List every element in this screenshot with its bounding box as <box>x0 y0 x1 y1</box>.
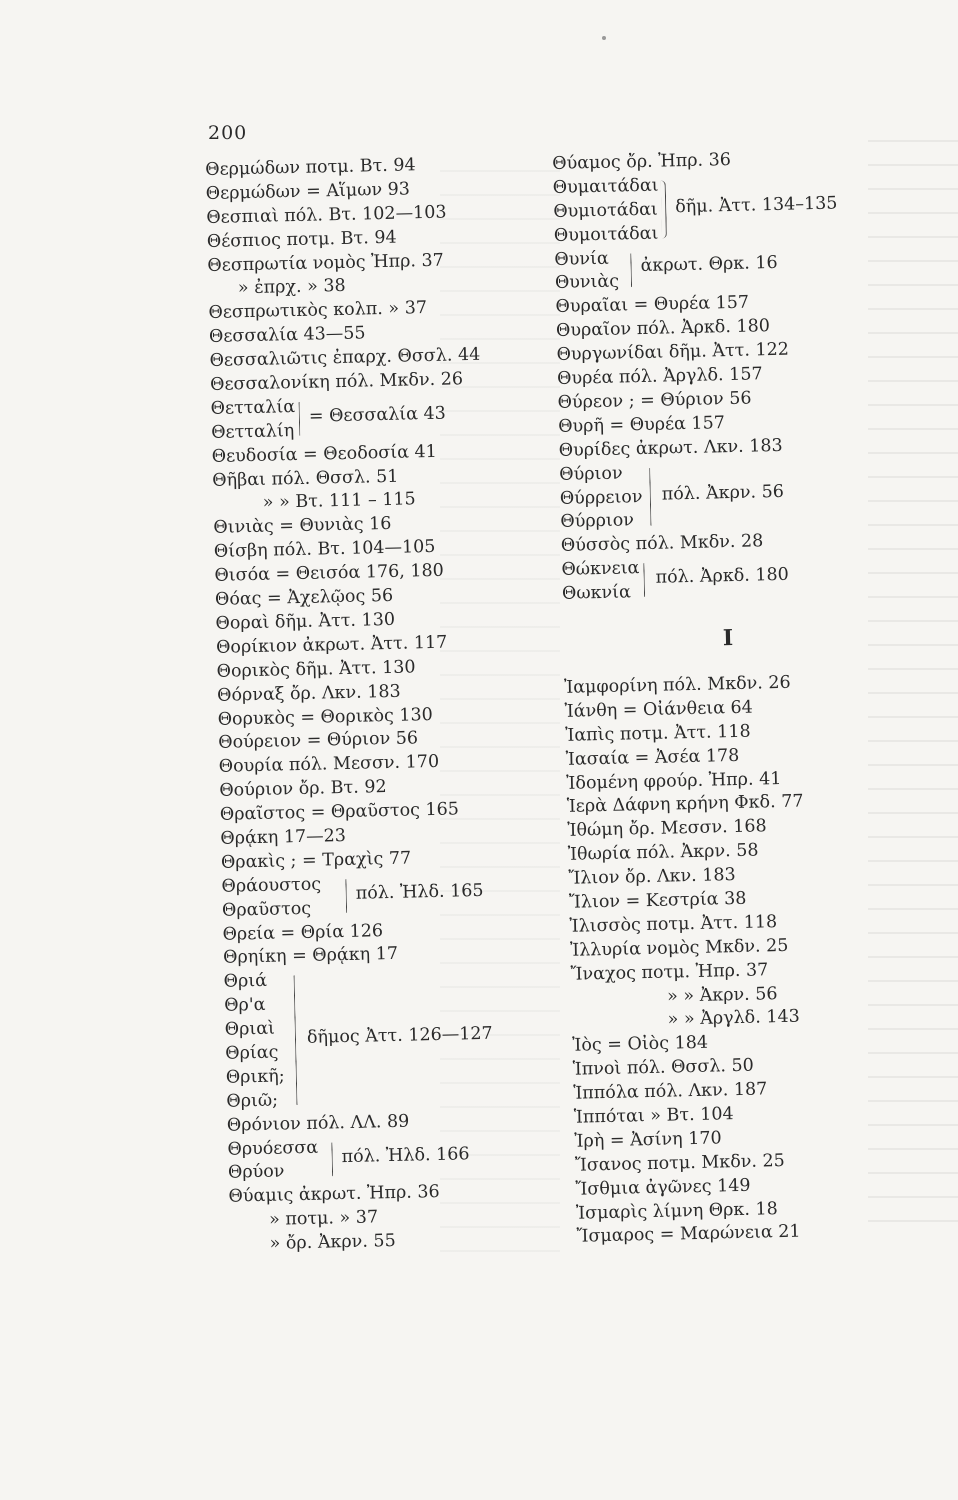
index-entry: Θρίας <box>225 1042 279 1064</box>
index-entry: Θερμώδων ποτμ. Βτ. 94 <box>205 155 416 180</box>
group-thria <box>223 965 497 1114</box>
group-thryoessa <box>227 1132 499 1186</box>
index-entry: » » Ἀκρν. 56 <box>666 983 778 1007</box>
index-entry: Ἰασαία = Ἀσέα 178 <box>565 745 740 770</box>
index-entry: Θρεία = Θρία 126 <box>222 920 384 945</box>
index-entry: Θύρριον <box>560 510 635 533</box>
index-entry: Θεσσαλία 43—55 <box>208 323 366 348</box>
index-entry: Θεσσαλιῶτις ἐπαρχ. Θσσλ. 44 <box>209 344 481 372</box>
index-entry: Θρύον <box>227 1161 285 1184</box>
index-entry: Θυραῖαι = Θυρέα 157 <box>555 292 750 318</box>
index-entry: Ἰάνθη = Οἰάνθεια 64 <box>564 697 754 722</box>
index-column-left <box>205 153 501 1258</box>
index-entry: Θυργωνίδαι δῆμ. Ἀττ. 122 <box>556 339 790 366</box>
index-entry: Θριά <box>223 971 268 993</box>
index-column-right <box>552 146 907 1251</box>
group-reference: = Θεσσαλία 43 <box>308 403 447 427</box>
index-entry: Ἴσανος ποτμ. Μκδν. 25 <box>574 1150 785 1176</box>
index-entry: Θούρειον = Θύριον 56 <box>218 728 419 754</box>
index-entry: Θρικῆ; <box>225 1066 285 1088</box>
index-entry: Θυμαιτάδαι <box>552 175 659 198</box>
index-entry: Θορυκὸς = Θορικὸς 130 <box>217 704 434 730</box>
index-entry: Θύρρειον <box>559 486 643 509</box>
index-entry: Ἴναχος ποτμ. Ἠπρ. 37 <box>570 959 769 985</box>
index-entry: Θύαμις ἀκρωτ. Ἠπρ. 36 <box>228 1182 440 1208</box>
index-entry: Ἴσμαρος = Μαρώνεια 21 <box>576 1222 801 1248</box>
group-reference: πόλ. Ἠλδ. 166 <box>341 1143 470 1167</box>
index-entry: Θυμοιτάδαι <box>553 223 659 246</box>
index-entry: Θουρία πόλ. Μεσσν. 170 <box>218 752 440 778</box>
index-entry: Ἰρὴ = Ἀσίνη 170 <box>574 1128 722 1152</box>
index-entry: Θύρεον ; = Θύριον 56 <box>557 388 752 413</box>
group-reference: δῆμ. Ἀττ. 134–135 <box>675 193 838 218</box>
index-entry: Θρακὶς ; = Τραχὶς 77 <box>220 848 412 873</box>
index-entry: Θύαμος ὄρ. Ἠπρ. 36 <box>552 149 732 174</box>
index-entry: » ἐπρχ. » 38 <box>237 276 346 299</box>
index-entry: Ἰθώμη ὄρ. Μεσσν. 168 <box>567 816 767 842</box>
index-entry: Ἱπνοὶ πόλ. Θσσλ. 50 <box>572 1055 755 1080</box>
index-entry: Ἰαπὶς ποτμ. Ἀττ. 118 <box>564 721 751 746</box>
index-entry: Θευδοσία = Θεοδοσία 41 <box>211 441 437 467</box>
index-entry: Θώκνεια <box>561 558 640 581</box>
index-entry: » ποτμ. » 37 <box>268 1207 379 1231</box>
group-reference: δῆμος Ἀττ. 126—127 <box>306 1024 493 1049</box>
index-entry: Θύσσὸς πόλ. Μκδν. 28 <box>560 531 764 557</box>
index-entry: Θινιὰς = Θυνιὰς 16 <box>213 514 392 539</box>
index-entry: Θυνιὰς <box>554 271 620 294</box>
index-entry: Θριαὶ <box>224 1018 276 1040</box>
group-thokneia <box>561 552 892 607</box>
index-entry: Ἴλιον = Κεστρία 38 <box>568 888 747 913</box>
index-entry: Θεσσαλονίκη πόλ. Μκδν. 26 <box>209 369 464 395</box>
index-entry: Ἱερὰ Δάφνη κρήνη Φκδ. 77 <box>566 791 804 818</box>
index-entry: Θεσπρωτικὸς κολπ. » 37 <box>208 298 428 324</box>
index-entry: Θρᾴκη 17—23 <box>220 825 347 849</box>
ink-speck <box>602 36 606 40</box>
group-reference: πόλ. Ἠλδ. 165 <box>355 880 484 904</box>
index-entry: Θίσβη πόλ. Βτ. 104—105 <box>213 537 436 563</box>
index-entry: Θετταλίη <box>210 420 295 443</box>
index-entry: Θρυόεσσα <box>227 1137 319 1160</box>
index-entry: » » Βτ. 111 – 115 <box>262 489 416 514</box>
page-number: 200 <box>208 122 248 144</box>
index-entry: Θυραῖον πόλ. Ἀρκδ. 180 <box>555 316 771 342</box>
index-entry: Θυνία <box>554 248 609 270</box>
group-thynia <box>554 241 885 296</box>
index-entry: Θετταλία <box>210 396 296 419</box>
index-entry: Θούριον ὄρ. Βτ. 92 <box>219 777 387 802</box>
group-reference: πόλ. Ἀρκδ. 180 <box>655 564 790 588</box>
index-entry: Ἰσμαρὶς λίμνη Θρκ. 18 <box>575 1198 778 1224</box>
index-entry: Θρηίκη = Θρᾴκη 17 <box>222 944 399 969</box>
index-entry: Θριῶ; <box>226 1090 279 1112</box>
index-entry: Θοραὶ δῆμ. Ἀττ. 130 <box>215 609 396 634</box>
index-entry: Θεσπιαὶ πόλ. Βτ. 102—103 <box>206 202 447 228</box>
index-entry: Ἰθωρία πόλ. Ἀκρν. 58 <box>567 840 759 866</box>
group-thymaitadai <box>553 169 885 248</box>
index-entry: Θορικὸς δῆμ. Ἀττ. 130 <box>216 657 416 682</box>
index-entry: Θῆβαι πόλ. Θσσλ. 51 <box>212 466 399 491</box>
index-entry: Ἰὸς = Οἰὸς 184 <box>572 1033 709 1057</box>
index-entry: Θερμώδων = Αἵμων 93 <box>205 179 411 204</box>
index-entry: Ἰλισσὸς ποτμ. Ἀττ. 118 <box>569 911 778 937</box>
index-entry: Θυρῆ = Θυρέα 157 <box>557 412 726 437</box>
group-reference: πόλ. Ἀκρν. 56 <box>661 481 785 505</box>
index-entry: Θόας = Ἀχελῷος 56 <box>214 585 394 610</box>
index-entry: Θυμιοτάδαι <box>553 199 659 222</box>
index-entry: Θεσπρωτία νομὸς Ἠπρ. 37 <box>207 250 445 276</box>
index-entry: Θύριον <box>559 463 623 485</box>
index-entry: Θυρίδες ἀκρωτ. Λκν. 183 <box>558 435 783 461</box>
index-entry: Ἰαμφορίνη πόλ. Μκδν. 26 <box>563 672 791 698</box>
index-entry: Θραῖστος = Θραῦστος 165 <box>219 799 460 825</box>
index-entry: Θισόα = Θεισόα 176, 180 <box>214 560 445 587</box>
index-entry: Θέσπιος ποτμ. Βτ. 94 <box>206 227 397 252</box>
index-entry: Θράουστος <box>221 874 322 897</box>
section-letter-heading: I <box>722 625 734 652</box>
index-entry: » ὄρ. Ἀκρν. 55 <box>269 1231 396 1254</box>
index-entry: Θρ'α <box>223 995 266 1016</box>
index-entry: Ἴλιον ὄρ. Λκν. 183 <box>568 865 736 889</box>
index-entry: Θυρέα πόλ. Ἀργλδ. 157 <box>556 364 763 389</box>
index-entry: Ἴσθμια ἀγῶνες 149 <box>575 1175 751 1200</box>
index-entry: Θορίκιον ἀκρωτ. Ἀττ. 117 <box>215 632 448 658</box>
index-entry: » » Ἀργλδ. 143 <box>667 1007 800 1031</box>
index-entry: Θραῦστος <box>221 898 312 921</box>
index-entry: Θρόνιον πόλ. ΛΛ. 89 <box>226 1111 410 1136</box>
index-entry: Ἰδομένη φρούρ. Ἠπρ. 41 <box>566 768 782 794</box>
index-entry: Θωκνία <box>561 582 632 604</box>
index-entry: Ἰλλυρία νομὸς Μκδν. 25 <box>569 935 789 961</box>
group-thraustos <box>221 869 493 923</box>
group-thettalia <box>210 392 482 446</box>
index-entry: Θόρναξ ὄρ. Λκν. 183 <box>216 681 401 706</box>
group-reference: ἀκρωτ. Θρκ. 16 <box>640 252 778 276</box>
index-entry: Ἱππόλα πόλ. Λκν. 187 <box>573 1079 768 1104</box>
index-entry: Ἱππόται » Βτ. 104 <box>573 1104 734 1128</box>
group-thyrion <box>559 456 891 535</box>
